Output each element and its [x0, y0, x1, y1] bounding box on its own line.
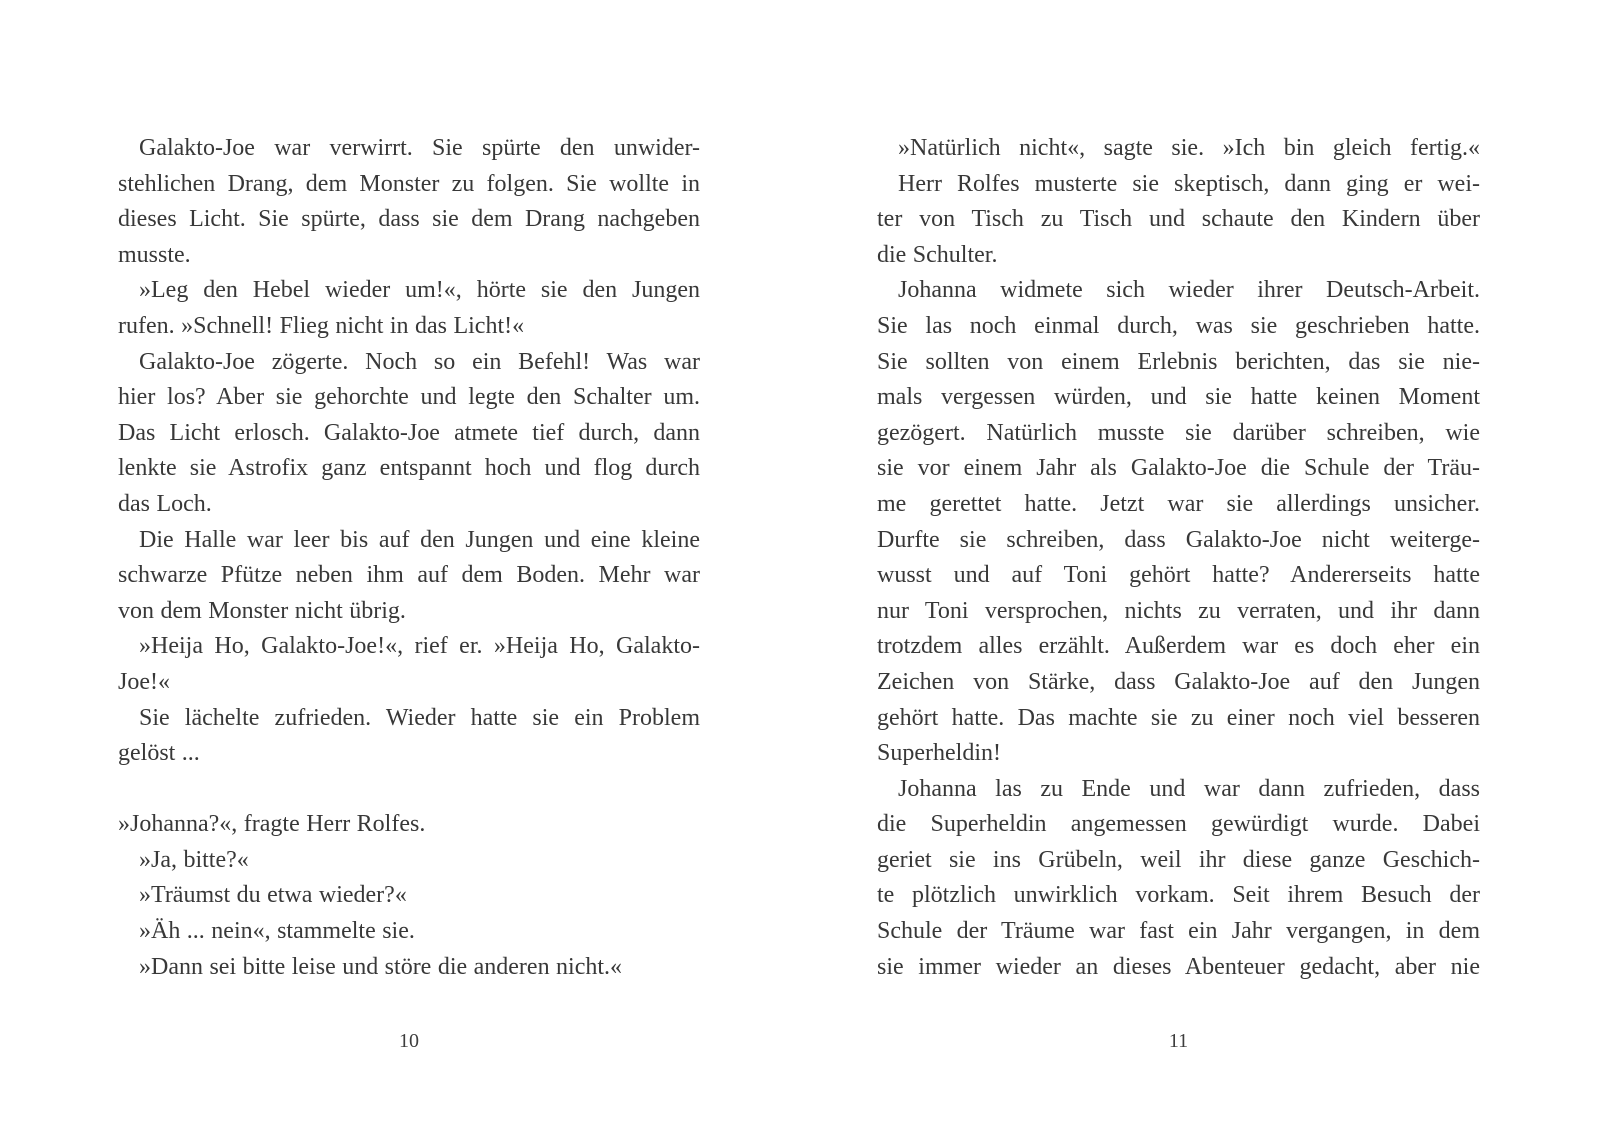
page-number-left: 10: [399, 1030, 419, 1052]
paragraph: [118, 345, 700, 523]
page-number-right: 11: [1168, 1030, 1189, 1052]
text-line: das Loch.: [118, 490, 212, 517]
text-line: Schule der Träume war fast ein Jahr vergangen, in dem: [877, 918, 1480, 945]
text-line: musste.: [118, 241, 191, 268]
text-line: sie immer wieder an dieses Abenteuer gedacht, aber nie: [877, 953, 1480, 980]
text-line: geriet sie ins Grübeln, weil ihr diese ganze Geschich-: [877, 846, 1480, 873]
page-right-text-block: [877, 131, 1480, 985]
text-line: die Superheldin angemessen gewürdigt wurde. Dabei: [877, 811, 1480, 838]
page-left-text-block: [118, 131, 700, 985]
text-line: die Schulter.: [877, 241, 998, 268]
text-line: wusst und auf Toni gehört hatte? Andererseits hatte: [877, 562, 1480, 589]
text-line: gezögert. Natürlich musste sie darüber schreiben, wie: [877, 419, 1480, 446]
paragraph: [118, 273, 700, 344]
paragraph: [877, 167, 1480, 274]
text-line: Superheldin!: [877, 740, 1001, 767]
text-line: gelöst ...: [118, 740, 200, 767]
text-line: »Johanna?«, fragte Herr Rolfes.: [118, 811, 426, 838]
text-line: me gerettet hatte. Jetzt war sie allerdings unsicher.: [877, 490, 1480, 517]
paragraph: [118, 701, 700, 772]
paragraph: [118, 914, 700, 950]
text-line: Herr Rolfes musterte sie skeptisch, dann ging er wei-: [898, 170, 1480, 197]
text-line: Johanna widmete sich wieder ihrer Deutsch-Arbeit.: [898, 277, 1480, 304]
text-line: dieses Licht. Sie spürte, dass sie dem Drang nachgeben: [118, 206, 700, 233]
text-line: lenkte sie Astrofix ganz entspannt hoch und flog durch: [118, 455, 700, 482]
text-line: Die Halle war leer bis auf den Jungen und eine kleine: [139, 526, 700, 553]
text-line: sie vor einem Jahr als Galakto-Joe die Schule der Träu-: [877, 455, 1480, 482]
text-line: Sie lächelte zufrieden. Wieder hatte sie ein Problem: [139, 704, 700, 731]
text-line: rufen. »Schnell! Flieg nicht in das Licht!«: [118, 312, 525, 339]
text-line: »Dann sei bitte leise und störe die anderen nicht.«: [139, 953, 623, 980]
text-line: »Ja, bitte?«: [139, 846, 249, 873]
text-line: Johanna las zu Ende und war dann zufrieden, dass: [898, 775, 1480, 802]
page-right: [800, 0, 1600, 1131]
text-line: »Äh ... nein«, stammelte sie.: [139, 918, 415, 945]
text-line: schwarze Pfütze neben ihm auf dem Boden. Mehr war: [118, 562, 700, 589]
text-line: »Natürlich nicht«, sagte sie. »Ich bin gleich fertig.«: [898, 135, 1480, 161]
text-line: gehört hatte. Das machte sie zu einer noch viel besseren: [877, 704, 1480, 731]
text-line: mals vergessen würden, und sie hatte keinen Moment: [877, 384, 1480, 411]
paragraph: [877, 131, 1480, 167]
text-line: Sie las noch einmal durch, was sie geschrieben hatte.: [877, 312, 1480, 339]
text-line: ter von Tisch zu Tisch und schaute den Kindern über: [877, 206, 1480, 233]
paragraph: [118, 878, 700, 914]
paragraph: [877, 273, 1480, 771]
paragraph: [118, 807, 700, 843]
text-line: Galakto-Joe zögerte. Noch so ein Befehl! Was war: [139, 348, 700, 375]
text-line: »Leg den Hebel wieder um!«, hörte sie den Jungen: [139, 277, 700, 304]
text-line: Zeichen von Stärke, dass Galakto-Joe auf den Jungen: [877, 668, 1480, 695]
text-line: te plötzlich unwirklich vorkam. Seit ihrem Besuch der: [877, 882, 1480, 909]
paragraph: [877, 772, 1480, 986]
text-line: Sie sollten von einem Erlebnis berichten, das sie nie-: [877, 348, 1480, 375]
paragraph: [118, 523, 700, 630]
text-line: »Heija Ho, Galakto-Joe!«, rief er. »Heija Ho, Galakto-: [139, 633, 700, 660]
text-line: hier los? Aber sie gehorchte und legte den Schalter um.: [118, 384, 700, 411]
text-line: Galakto-Joe war verwirrt. Sie spürte den unwider-: [139, 135, 700, 161]
text-line: »Träumst du etwa wieder?«: [139, 882, 407, 909]
text-line: nur Toni versprochen, nichts zu verraten, und ihr dann: [877, 597, 1480, 624]
text-line: trotzdem alles erzählt. Außerdem war es doch eher ein: [877, 633, 1480, 660]
paragraph: [118, 950, 700, 986]
paragraph: [118, 843, 700, 879]
text-line: von dem Monster nicht übrig.: [118, 597, 406, 624]
text-line: Durfte sie schreiben, dass Galakto-Joe nicht weiterge-: [877, 526, 1480, 553]
paragraph: [118, 629, 700, 700]
paragraph: [118, 131, 700, 273]
text-line: stehlichen Drang, dem Monster zu folgen. Sie wollte in: [118, 170, 700, 197]
text-line: Joe!«: [118, 668, 170, 695]
text-line: Das Licht erlosch. Galakto-Joe atmete tief durch, dann: [118, 419, 700, 446]
